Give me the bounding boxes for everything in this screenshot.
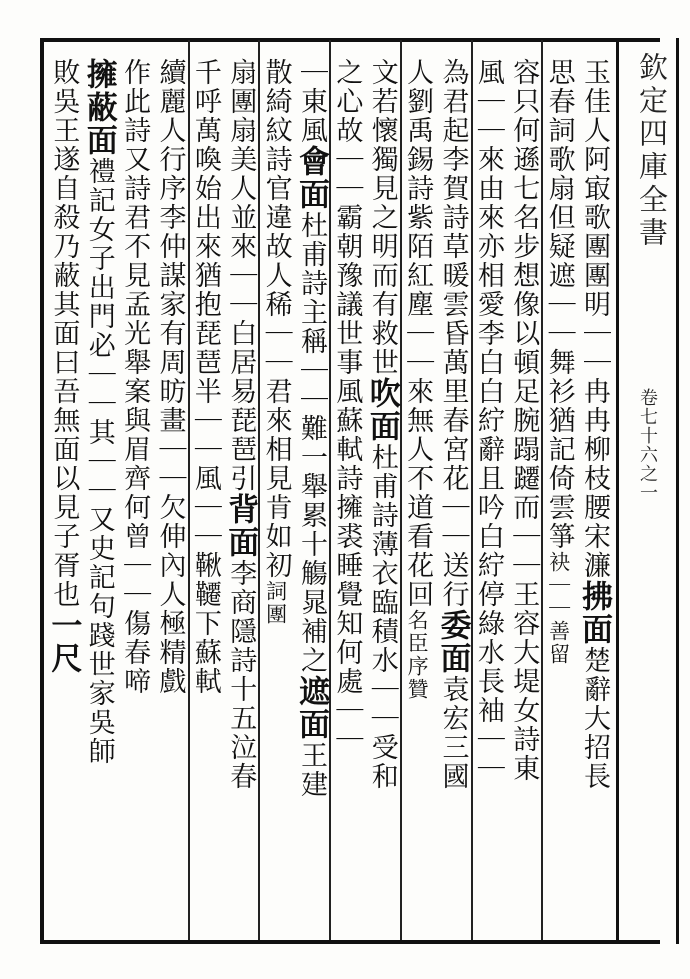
text-column: ｜東風會面杜甫詩主稱｜｜難一舉累十觴晁補之遮面王建	[293, 58, 329, 799]
text-column: 文若懷獨見之明而有救世吹面杜甫詩薄衣臨積水｜｜受和	[363, 58, 400, 791]
headword: 一尺	[45, 609, 82, 675]
text-run: 禮記女子出門必｜｜其｜｜又史記句踐世家吳師	[83, 157, 115, 766]
text-column: 玉佳人阿㝡歌團團明｜｜冉冉柳枝腰宋濂拂面楚辭大招長	[576, 58, 612, 791]
text-column: 千呼萬喚始出來猶抱琵琶半｜｜風｜｜鞦韆下蘇軾	[189, 58, 221, 696]
text-column: 續麗人行序李仲謀家有周昉畫｜｜欠伸內人極精戲	[154, 58, 186, 696]
top-border	[40, 38, 660, 42]
text-column: 散綺紋詩官違故人稀｜｜君來相見肯如初詞團	[260, 58, 292, 626]
text-column: 扇團扇美人並來｜｜白居易琵琶引背面李商隱詩十五泣春	[222, 58, 259, 791]
volume-label: 卷七十六之一	[637, 388, 658, 502]
headword: 擁蔽面	[80, 58, 117, 157]
outer-right-border	[676, 38, 679, 944]
text-column	[81, 58, 116, 918]
text-column: 容只何遜七名步想像以頓足腕蹋躚而｜｜王容大堤女詩東	[508, 58, 540, 783]
text-column: 作此詩又詩君不見孟光舉案與眉齊何曾｜｜傷春啼	[119, 58, 151, 696]
text-column: 人劉禹錫詩紫陌紅塵｜｜來無人不道看花回名臣序贊	[402, 58, 434, 701]
right-border	[616, 38, 619, 944]
book-title-banner: 欽定四庫全書	[635, 52, 669, 250]
left-border	[40, 38, 44, 944]
text-column: 思春詞歌扇但疑遮｜｜舞衫猶記倚雲箏袂｜｜善留	[543, 58, 575, 666]
text-column: 風｜｜來由來亦相愛李白白紵辭且吟白紵停綠水長袖｜｜	[472, 58, 504, 783]
text-column	[46, 58, 81, 918]
text-column: 之心故｜｜霸朝豫議世事風蘇軾詩擁裘睡覺知何處｜｜	[331, 58, 363, 754]
text-column: 為君起李賀詩草暖雲昏萬里春宮花｜｜送行委面袁宏三國	[434, 58, 471, 791]
text-run: 敗吳王遂自殺乃蔽其面曰吾無面以見子胥也	[48, 58, 80, 609]
bottom-border	[40, 940, 660, 944]
